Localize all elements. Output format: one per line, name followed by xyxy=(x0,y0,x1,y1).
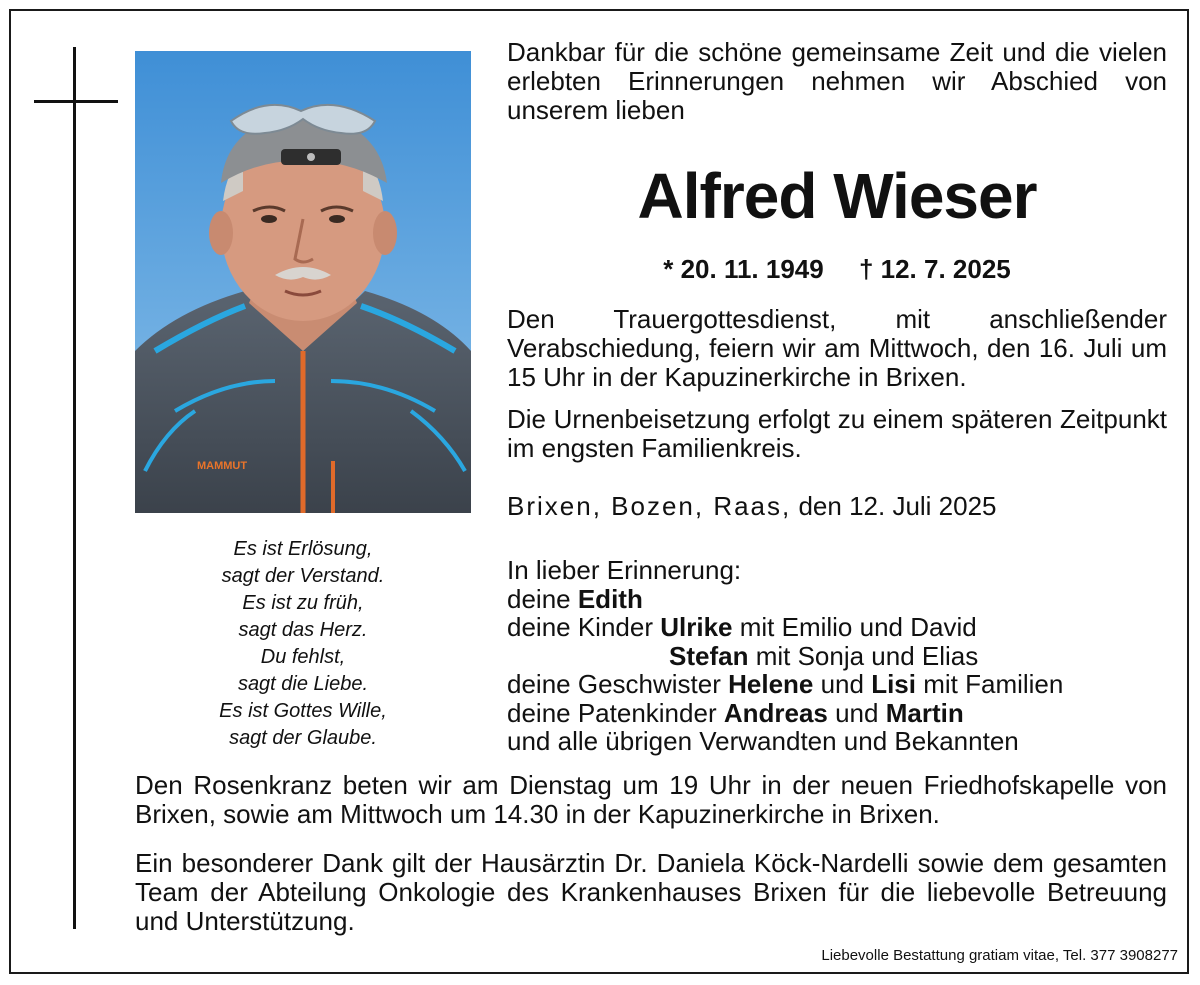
mourner-text: deine Patenkinder xyxy=(507,697,724,728)
birth-date: * 20. 11. 1949 xyxy=(663,254,824,284)
poem-line: Es ist Gottes Wille, xyxy=(219,700,387,722)
mourner-line: und alle übrigen Verwandten und Bekannten xyxy=(507,726,1019,756)
mourner-line xyxy=(507,699,1167,728)
urn-burial-text: Die Urnenbeisetzung erfolgt zu einem späteren Zeitpunkt im engsten Familienkreis. xyxy=(507,404,1167,463)
mourner-text: mit Familien xyxy=(916,669,1064,699)
mourner-text: mit Sonja und Elias xyxy=(748,640,979,671)
cross-icon-bar xyxy=(34,100,118,103)
mourners-heading: In lieber Erinnerung: xyxy=(507,555,742,585)
mourner-line xyxy=(507,585,1167,614)
deceased-name: Alfred Wieser xyxy=(637,160,1037,232)
mourner-name: Ulrike xyxy=(660,612,733,642)
poem xyxy=(135,536,471,752)
rosary-text: Den Rosenkranz beten wir am Dienstag um 19 Uhr in der neuen Friedhofskapelle von Brixen, sowie am Mittwoch um 14.30 in der Kapuzinerkirche in Brixen. xyxy=(135,770,1167,829)
jacket-logo: MAMMUT xyxy=(197,460,248,472)
cross-icon xyxy=(73,47,76,929)
mourner-text: deine Kinder xyxy=(507,612,661,642)
mourner-text: mit Emilio und David xyxy=(732,612,977,642)
poem-line: Du fehlst, xyxy=(260,646,346,668)
poem-line: sagt der Verstand. xyxy=(221,565,385,587)
mourner-line xyxy=(507,670,1167,699)
portrait-photo xyxy=(135,51,471,513)
mourner-name: Andreas xyxy=(723,697,828,728)
funeral-service-text: Den Trauergottesdienst, mit anschließender Verabschiedung, feiern wir am Mittwoch, den 16. Juli um 15 Uhr in der Kapuzinerkirche in Brixen. xyxy=(507,304,1167,392)
mourner-name: Martin xyxy=(885,697,964,728)
poem-line: Es ist zu früh, xyxy=(242,592,364,614)
mourner-name: Helene xyxy=(728,669,814,699)
life-dates xyxy=(507,254,1167,284)
place-names: Brixen, Bozen, Raas, xyxy=(507,491,792,521)
notice-date: den 12. Juli 2025 xyxy=(798,491,997,521)
intro-text: Dankbar für die schöne gemeinsame Zeit und die vielen erlebten Erinnerungen nehmen wir Abschied von unserem lieben xyxy=(507,37,1167,125)
death-date: † 12. 7. 2025 xyxy=(858,254,1011,284)
poem-line: sagt die Liebe. xyxy=(237,673,369,695)
poem-line: sagt der Glaube. xyxy=(229,727,377,749)
mourner-text: deine xyxy=(507,583,578,614)
mourner-name: Edith xyxy=(577,583,643,614)
funeral-home-credit: Liebevolle Bestattung gratiam vitae, Tel. 377 3908277 xyxy=(821,947,1178,964)
mourner-name: Lisi xyxy=(871,669,916,699)
poem-line: sagt das Herz. xyxy=(238,619,368,641)
thanks-text: Ein besonderer Dank gilt der Hausärztin Dr. Daniela Köck-Nardelli sowie dem gesamten Team der Abteilung Onkologie des Krankenhauses Brixen für die liebevolle Betreuung und Unterstützung. xyxy=(135,848,1167,936)
place-date xyxy=(507,492,1167,521)
mourner-name: Stefan xyxy=(669,640,749,671)
mourner-text: deine Geschwister xyxy=(507,669,729,699)
mourner-line xyxy=(507,642,1167,671)
mourner-line xyxy=(507,613,1167,642)
mourners-list xyxy=(507,556,1167,756)
mourner-text: und xyxy=(813,669,872,699)
poem-line: Es ist Erlösung, xyxy=(233,538,373,560)
mourner-text: und xyxy=(827,697,886,728)
